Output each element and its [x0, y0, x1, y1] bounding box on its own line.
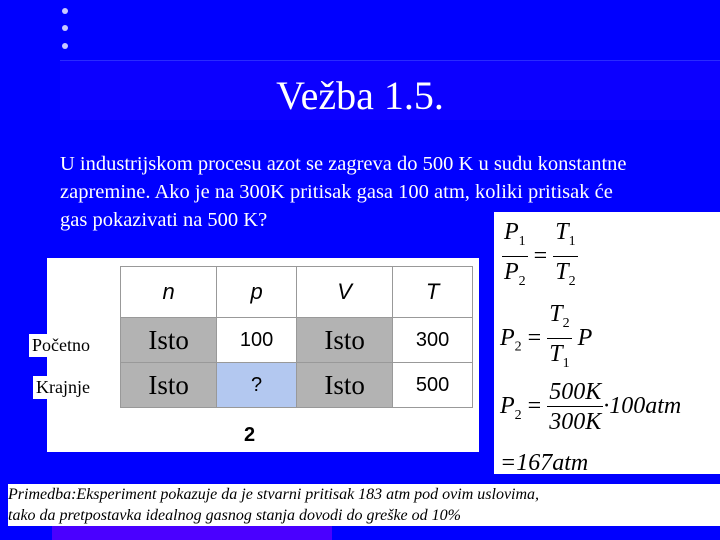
- row-label-final: Krajnje: [33, 376, 93, 399]
- cell-initial-n: Isto: [121, 318, 217, 363]
- problem-line: gas pokazivati na 500 K?: [60, 209, 268, 231]
- cell-final-n: Isto: [121, 363, 217, 408]
- header-t: T: [393, 267, 473, 318]
- fraction: $\frac{T_2}{T_1}$: [549, 301, 570, 371]
- cell-final-t: 500: [393, 363, 473, 408]
- bullet-dot: [62, 43, 68, 49]
- bullet-dot: [62, 25, 68, 31]
- equation-solve-p2: $P_2$ = $\frac{T_2}{T_1}$ P: [500, 300, 592, 379]
- note-line: tako da pretpostavka idealnog gasnog stanja dovodi do greške od 10%: [8, 507, 461, 524]
- cell-final-v: Isto: [296, 363, 392, 408]
- row-label-initial: Početno: [29, 334, 93, 357]
- bullet-dot: [62, 8, 68, 14]
- table-row: [121, 318, 473, 363]
- cell-initial-p: 100: [217, 318, 297, 363]
- table-header-row: [121, 267, 473, 318]
- header-p: p: [217, 267, 297, 318]
- state-table: [120, 266, 473, 408]
- problem-line: U industrijskom procesu azot se zagreva do 500 K u sudu konstantne: [60, 153, 627, 175]
- equation-result: =167atm: [500, 450, 589, 476]
- cell-initial-v: Isto: [296, 318, 392, 363]
- table-row: [121, 363, 473, 408]
- fraction: $\frac{500K}{300K}$: [549, 379, 602, 435]
- fraction: $\frac{T_1}{T_2}$: [555, 219, 576, 289]
- cell-initial-t: 300: [393, 318, 473, 363]
- fraction: $\frac{P_1}{P_2}$: [504, 219, 526, 289]
- equation-ratio: $\frac{P_1}{P_2}$ = $\frac{T_1}{T_2}$: [502, 218, 578, 297]
- note-text: [8, 484, 720, 526]
- note-line: Primedba:Eksperiment pokazuje da je stvarni pritisak 183 atm pod ovim uslovima,: [8, 486, 540, 503]
- bottom-bar: [52, 526, 332, 540]
- problem-line: zapremine. Ako je na 300K pritisak gasa 100 atm, koliki pritisak će: [60, 181, 613, 203]
- slide-title: Vežba 1.5.: [276, 73, 444, 118]
- header-v: V: [296, 267, 392, 318]
- equation-substitution: $P_2$ = $\frac{500K}{300K}$ ·100atm: [500, 379, 682, 435]
- header-n: n: [121, 267, 217, 318]
- table-footnote-number: 2: [244, 424, 256, 446]
- cell-final-p: ?: [217, 363, 297, 408]
